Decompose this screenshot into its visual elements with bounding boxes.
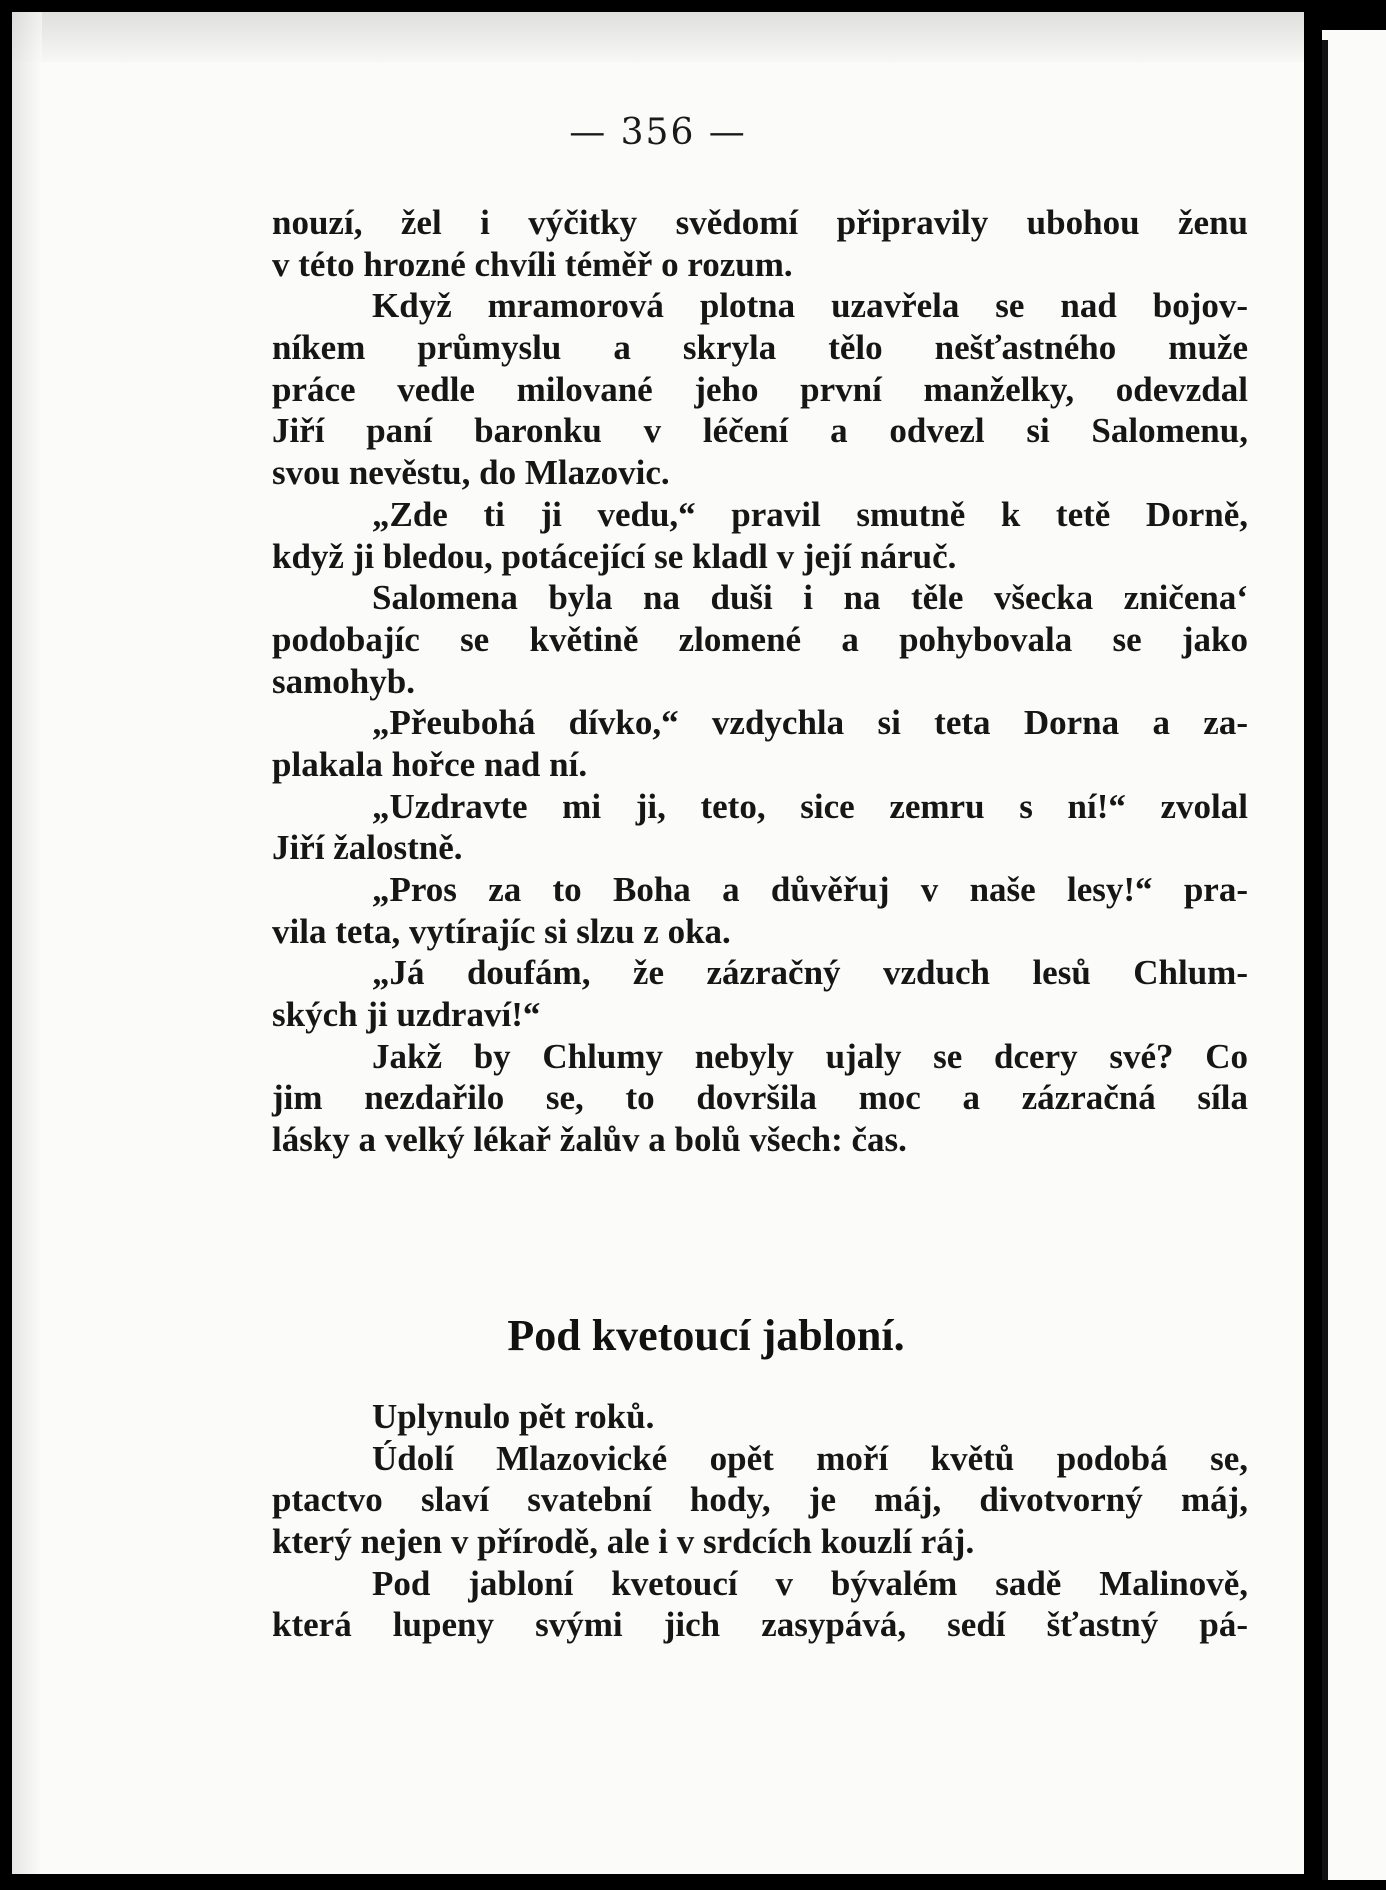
text-line: Když mramorová plotna uzavřela se nad bojov- <box>372 286 1248 326</box>
text-line: níkem průmyslu a skryla tělo nešťastného muže <box>272 328 1248 368</box>
book-page <box>12 12 1304 1874</box>
text-line: lásky a velký lékař žalův a bolů všech: čas. <box>272 1120 907 1160</box>
text-section-1 <box>272 202 1248 1161</box>
text-line: ptactvo slaví svatební hody, je máj, divotvorný máj, <box>272 1480 1248 1520</box>
text-section-2 <box>272 1396 1248 1646</box>
text-line: v této hrozné chvíli téměř o rozum. <box>272 244 793 284</box>
text-line: Uplynulo pět roků. <box>372 1397 655 1436</box>
text-line: samohyb. <box>272 661 415 701</box>
chapter-heading: Pod kvetoucí jabloní. <box>507 1311 905 1360</box>
text-line: když ji bledou, potácející se kladl v její náruč. <box>272 536 957 576</box>
scan-shadow-top <box>12 12 1304 62</box>
page-number: — 356 — <box>569 112 747 153</box>
text-line: Jiří žalostně. <box>272 828 463 868</box>
text-line: jim nezdařilo se, to dovršila moc a zázračná síla <box>272 1078 1248 1118</box>
text-line: který nejen v přírodě, ale i v srdcích kouzlí ráj. <box>272 1522 975 1562</box>
text-line: Jakž by Chlumy nebyly ujaly se dcery své? Co <box>372 1036 1248 1076</box>
text-line: „Pros za to Boha a důvěřuj v naše lesy!“ pra- <box>372 870 1248 909</box>
text-line: „Přeubohá dívko,“ vzdychla si teta Dorna a za- <box>372 703 1248 743</box>
scan-shadow-left <box>12 12 42 1874</box>
text-line: Jiří paní baronku v léčení a odvezl si Salomenu, <box>272 411 1248 451</box>
text-line: „Já doufám, že zázračný vzduch lesů Chlum- <box>372 953 1248 993</box>
text-line: „Zde ti ji vedu,“ pravil smutně k tetě Dorně, <box>372 494 1248 534</box>
text-line: nouzí, žel i výčitky svědomí připravily ubohou ženu <box>272 203 1248 242</box>
text-line: plakala hořce nad ní. <box>272 744 588 784</box>
text-line: „Uzdravte mi ji, teto, sice zemru s ní!“ zvolal <box>372 786 1248 826</box>
text-line: Pod jabloní kvetoucí v bývalém sadě Malinově, <box>372 1563 1248 1603</box>
text-line: Salomena byla na duši i na těle všecka zničena‘ <box>372 578 1248 618</box>
text-line: práce vedle milované jeho první manželky, odevzdal <box>272 369 1248 409</box>
text-line: ských ji uzdraví!“ <box>272 995 541 1035</box>
text-line: Údolí Mlazovické opět moří květů podobá se, <box>372 1438 1248 1478</box>
text-line: svou nevěstu, do Mlazovic. <box>272 453 670 493</box>
text-line: podobajíc se květině zlomené a pohybovala se jako <box>272 619 1248 659</box>
text-line: která lupeny svými jich zasypává, sedí šťastný pá- <box>272 1605 1248 1645</box>
page-gutter-line <box>1322 40 1328 1880</box>
text-line: vila teta, vytírajíc si slzu z oka. <box>272 911 731 951</box>
next-page-edge <box>1322 30 1386 1880</box>
